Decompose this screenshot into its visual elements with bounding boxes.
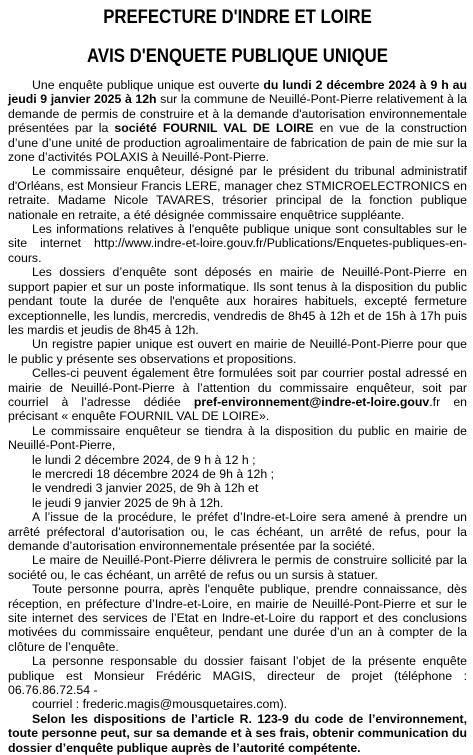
paragraph-website: Les informations relatives à l'enquête publique unique sont consultables sur le site internet http://www.indre-et-loire.gouv.fr/Publications/Enquetes-publiques-en-cours.	[8, 222, 467, 265]
paragraph-register: Un registre papier unique est ouvert en mairie de Neuillé-Pont-Pierre pour que le public y présente ses observations et propositions.	[8, 337, 467, 366]
paragraph-commissioner: Le commissaire enquêteur, désigné par le président du tribunal administratif d'Orléans, est Monsieur Francis LERE, manager chez STMICROELECTRONICS en retraite. Madame Nicole TAVARES, trésorier principal de la fonction publique nationale en retraite, a été désignée commissaire enquêtrice suppléante.	[8, 164, 467, 222]
paragraph-decision-mayor: Le maire de Neuillé-Pont-Pierre délivrera le permis de construire sollicité par la société ou, le cas échéant, un arrêté de refus ou un sursis à statuer.	[8, 553, 467, 582]
opening-text-2: sur la commune de Neuillé-Pont-Pierre relativement à la demande de permis de construire et à la demande d'autorisation environnementale présentées par la	[8, 92, 467, 136]
enquiry-dates: du lundi 2 décembre 2024 à 9 h au jeudi 9 janvier 2025 à 12h	[8, 78, 467, 107]
paragraph-responsible: La personne responsable du dossier faisant l’objet de la présente enquête publique est Monsieur Frédéric MAGIS, directeur de projet (téléphone : 06.76.86.72.54 -	[8, 654, 467, 698]
schedule-list	[8, 453, 467, 511]
observations-text-2: .fr en précisant « enquête FOURNIL VAL DE LOIRE».	[8, 394, 467, 424]
paragraph-report: Toute personne pourra, après l'enquête publique, prendre connaissance, dès réception, en préfecture d’Indre-et-Loire, en mairie de Neuillé-Pont-Pierre et sur le site internet des services de l’Etat en Indre-et-Loire du rapport et des conclusions motivées du commissaire enquêteur, pendant une durée d’un an à compter de la clôture de l’enquête.	[8, 582, 467, 654]
paragraph-dossiers: Les dossiers d’enquête sont déposés en mairie de Neuillé-Pont-Pierre en support papier et sur un poste informatique. Ils sont tenus à la disposition du public pendant toute la durée de l'enquête aux horaires habituels, excepté fermeture exceptionnelle, les lundis, mercredis, vendredis de 8h45 à 12h et de 15h à 17h puis les mardis et jeudis de 8h45 à 12h.	[8, 265, 467, 337]
paragraph-opening	[8, 78, 467, 164]
email-address: pref-environnement@indre-et-loire.gouv	[193, 394, 430, 409]
schedule-item: le mercredi 18 décembre 2024 de 9h à 12h ;	[32, 466, 274, 481]
schedule-item: le jeudi 9 janvier 2025 de 9h à 12h.	[32, 495, 224, 510]
company-name: société FOURNIL VAL DE LOIRE	[114, 121, 314, 136]
prefecture-title: PREFECTURE D'INDRE ET LOIRE	[103, 6, 372, 28]
paragraph-observations	[8, 366, 467, 424]
contact-email: courriel : frederic.magis@mousquetaires.com).	[32, 697, 288, 712]
paragraph-permanences: Le commissaire enquêteur se tiendra à la disposition du public en mairie de Neuillé-Pont-Pierre,	[8, 423, 467, 453]
paragraph-legal: Selon les dispositions de l’article R. 123-9 du code de l’environnement, toute personne peut, sur sa demande et à ses frais, obtenir communication du dossier d’enquête publique auprès de l’autorité compétente.	[8, 711, 467, 755]
notice-title: AVIS D'ENQUETE PUBLIQUE UNIQUE	[87, 45, 388, 67]
opening-text: Une enquête publique unique est ouverte	[32, 78, 264, 92]
opening-text-3: en vue de la construction d’une d’une unité de production agroalimentaire de fabrication de pain de mie sur la zone d’activités POLAXIS à Neuillé-Pont-Pierre.	[8, 121, 468, 165]
observations-text: Celles-ci peuvent également être formulées soit par courrier postal adressé en mairie de Neuillé-Pont-Pierre à l’attention du commissaire enquêteur, soit par courriel à l’adresse dédiée	[8, 366, 467, 409]
paragraph-decision-prefect: A l’issue de la procédure, le préfet d’Indre-et-Loire sera amené à prendre un arrêté préfectoral d’autorisation ou, le cas échéant, un arrêté de refus, pour la demande d’autorisation environnementale présentée par la société.	[8, 510, 467, 553]
schedule-item: le vendredi 3 janvier 2025, de 9h à 12h et	[32, 481, 259, 496]
schedule-item: le lundi 2 décembre 2024, de 9 h à 12 h ;	[32, 452, 256, 467]
